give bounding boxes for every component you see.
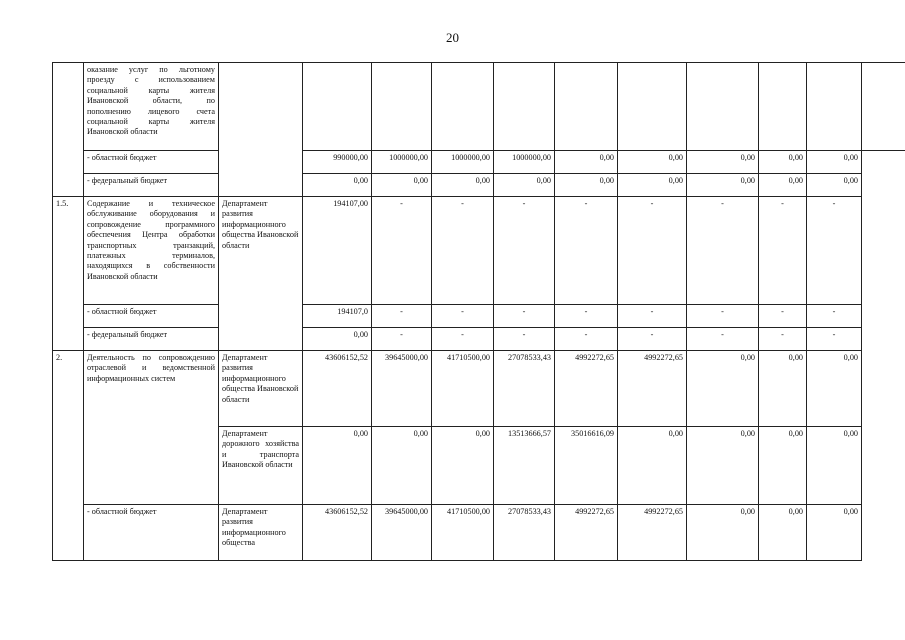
table-row (53, 328, 905, 351)
value-cell: 0,00 (807, 174, 862, 197)
value-cell: 0,00 (759, 174, 807, 197)
table-row (53, 351, 905, 427)
value-cell: 0,00 (494, 174, 555, 197)
value-cell: - (494, 328, 555, 351)
value-cell: - (494, 197, 555, 305)
value-cell: 0,00 (432, 174, 494, 197)
value-cell (618, 63, 687, 151)
row-number-cell (53, 63, 84, 197)
value-cell: 0,00 (372, 174, 432, 197)
executor-cell: Департамент развития информационного общества Ивановской области (219, 197, 303, 351)
value-cell: - (759, 197, 807, 305)
value-cell: 0,00 (372, 427, 432, 505)
value-cell: 0,00 (807, 151, 862, 174)
table-row (53, 197, 905, 305)
value-cell: - (618, 197, 687, 305)
value-cell: - (555, 328, 618, 351)
value-cell: - (555, 197, 618, 305)
value-cell: 27078533,43 (494, 505, 555, 561)
value-cell: 0,00 (687, 505, 759, 561)
value-cell: 43606152,52 (303, 505, 372, 561)
value-cell: 0,00 (807, 427, 862, 505)
value-cell: - (759, 328, 807, 351)
value-cell: 41710500,00 (432, 351, 494, 427)
value-cell: 0,00 (807, 351, 862, 427)
value-cell: 0,00 (618, 427, 687, 505)
value-cell: - (494, 305, 555, 328)
value-cell: 0,00 (759, 151, 807, 174)
executor-cell: Департамент развития информационного общества Ивановской области (219, 351, 303, 427)
value-cell: 0,00 (303, 328, 372, 351)
value-cell: 4992272,65 (618, 505, 687, 561)
value-cell (555, 63, 618, 151)
name-cell: - областной бюджет (84, 305, 219, 328)
value-cell: 1000000,00 (372, 151, 432, 174)
value-cell: - (432, 197, 494, 305)
value-cell: 0,00 (687, 151, 759, 174)
value-cell: - (555, 305, 618, 328)
value-cell: 4992272,65 (555, 505, 618, 561)
value-cell (303, 63, 372, 151)
table-row (53, 63, 905, 151)
value-cell: 43606152,52 (303, 351, 372, 427)
budget-table (52, 62, 905, 561)
value-cell: 1000000,00 (494, 151, 555, 174)
table-row (53, 505, 905, 561)
value-cell: - (687, 328, 759, 351)
value-cell (759, 63, 807, 151)
value-cell: 27078533,43 (494, 351, 555, 427)
value-cell: 0,00 (687, 174, 759, 197)
table-row (53, 174, 905, 197)
value-cell: - (618, 328, 687, 351)
value-cell (372, 63, 432, 151)
executor-cell (219, 63, 303, 197)
value-cell: 0,00 (759, 505, 807, 561)
page-number: 20 (446, 30, 459, 45)
value-cell (494, 63, 555, 151)
table-row (53, 305, 905, 328)
value-cell: 0,00 (555, 151, 618, 174)
value-cell: 0,00 (759, 427, 807, 505)
value-cell: 41710500,00 (432, 505, 494, 561)
value-cell: 0,00 (618, 151, 687, 174)
name-cell: - областной бюджет (84, 505, 219, 561)
value-cell: 0,00 (807, 505, 862, 561)
value-cell (807, 63, 862, 151)
table-row (53, 151, 905, 174)
value-cell (862, 63, 905, 151)
value-cell: 39645000,00 (372, 505, 432, 561)
executor-cell: Департамент развития информационного общества (219, 505, 303, 561)
value-cell: - (372, 328, 432, 351)
value-cell: 990000,00 (303, 151, 372, 174)
value-cell: 0,00 (759, 351, 807, 427)
row-number-cell: 2. (53, 351, 84, 561)
value-cell: 1000000,00 (432, 151, 494, 174)
value-cell: 4992272,65 (618, 351, 687, 427)
value-cell: - (807, 328, 862, 351)
value-cell: 0,00 (618, 174, 687, 197)
value-cell: - (807, 197, 862, 305)
name-cell: Деятельность по сопровождению отраслевой и ведомственной информационных систем (84, 351, 219, 505)
value-cell: - (687, 305, 759, 328)
name-cell: оказание услуг по льготному проезду с использованием социальной карты жителя Ивановской области, по пополнению лицевого счета социальной карты жителя Ивановской области (84, 63, 219, 151)
value-cell: 194107,0 (303, 305, 372, 328)
value-cell: 0,00 (687, 427, 759, 505)
value-cell (432, 63, 494, 151)
value-cell: - (372, 197, 432, 305)
value-cell: 39645000,00 (372, 351, 432, 427)
value-cell: - (432, 305, 494, 328)
value-cell (687, 63, 759, 151)
value-cell: - (807, 305, 862, 328)
value-cell: 0,00 (432, 427, 494, 505)
name-cell: - областной бюджет (84, 151, 219, 174)
row-number-cell: 1.5. (53, 197, 84, 351)
value-cell: 13513666,57 (494, 427, 555, 505)
name-cell: Содержание и техническое обслуживание оборудования и сопровождение программного обеспечения Центра обработки транспортных транзакций, платежных терминалов, находящихся в собственности Ивановской области (84, 197, 219, 305)
value-cell: 0,00 (555, 174, 618, 197)
value-cell: - (687, 197, 759, 305)
executor-cell: Департамент дорожного хозяйства и транспорта Ивановской области (219, 427, 303, 505)
value-cell: - (759, 305, 807, 328)
value-cell: 0,00 (303, 427, 372, 505)
value-cell: 0,00 (687, 351, 759, 427)
value-cell: - (372, 305, 432, 328)
value-cell: 35016616,09 (555, 427, 618, 505)
name-cell: - федеральный бюджет (84, 174, 219, 197)
value-cell: - (432, 328, 494, 351)
value-cell: 0,00 (303, 174, 372, 197)
name-cell: - федеральный бюджет (84, 328, 219, 351)
value-cell: 4992272,65 (555, 351, 618, 427)
value-cell: - (618, 305, 687, 328)
value-cell: 194107,00 (303, 197, 372, 305)
